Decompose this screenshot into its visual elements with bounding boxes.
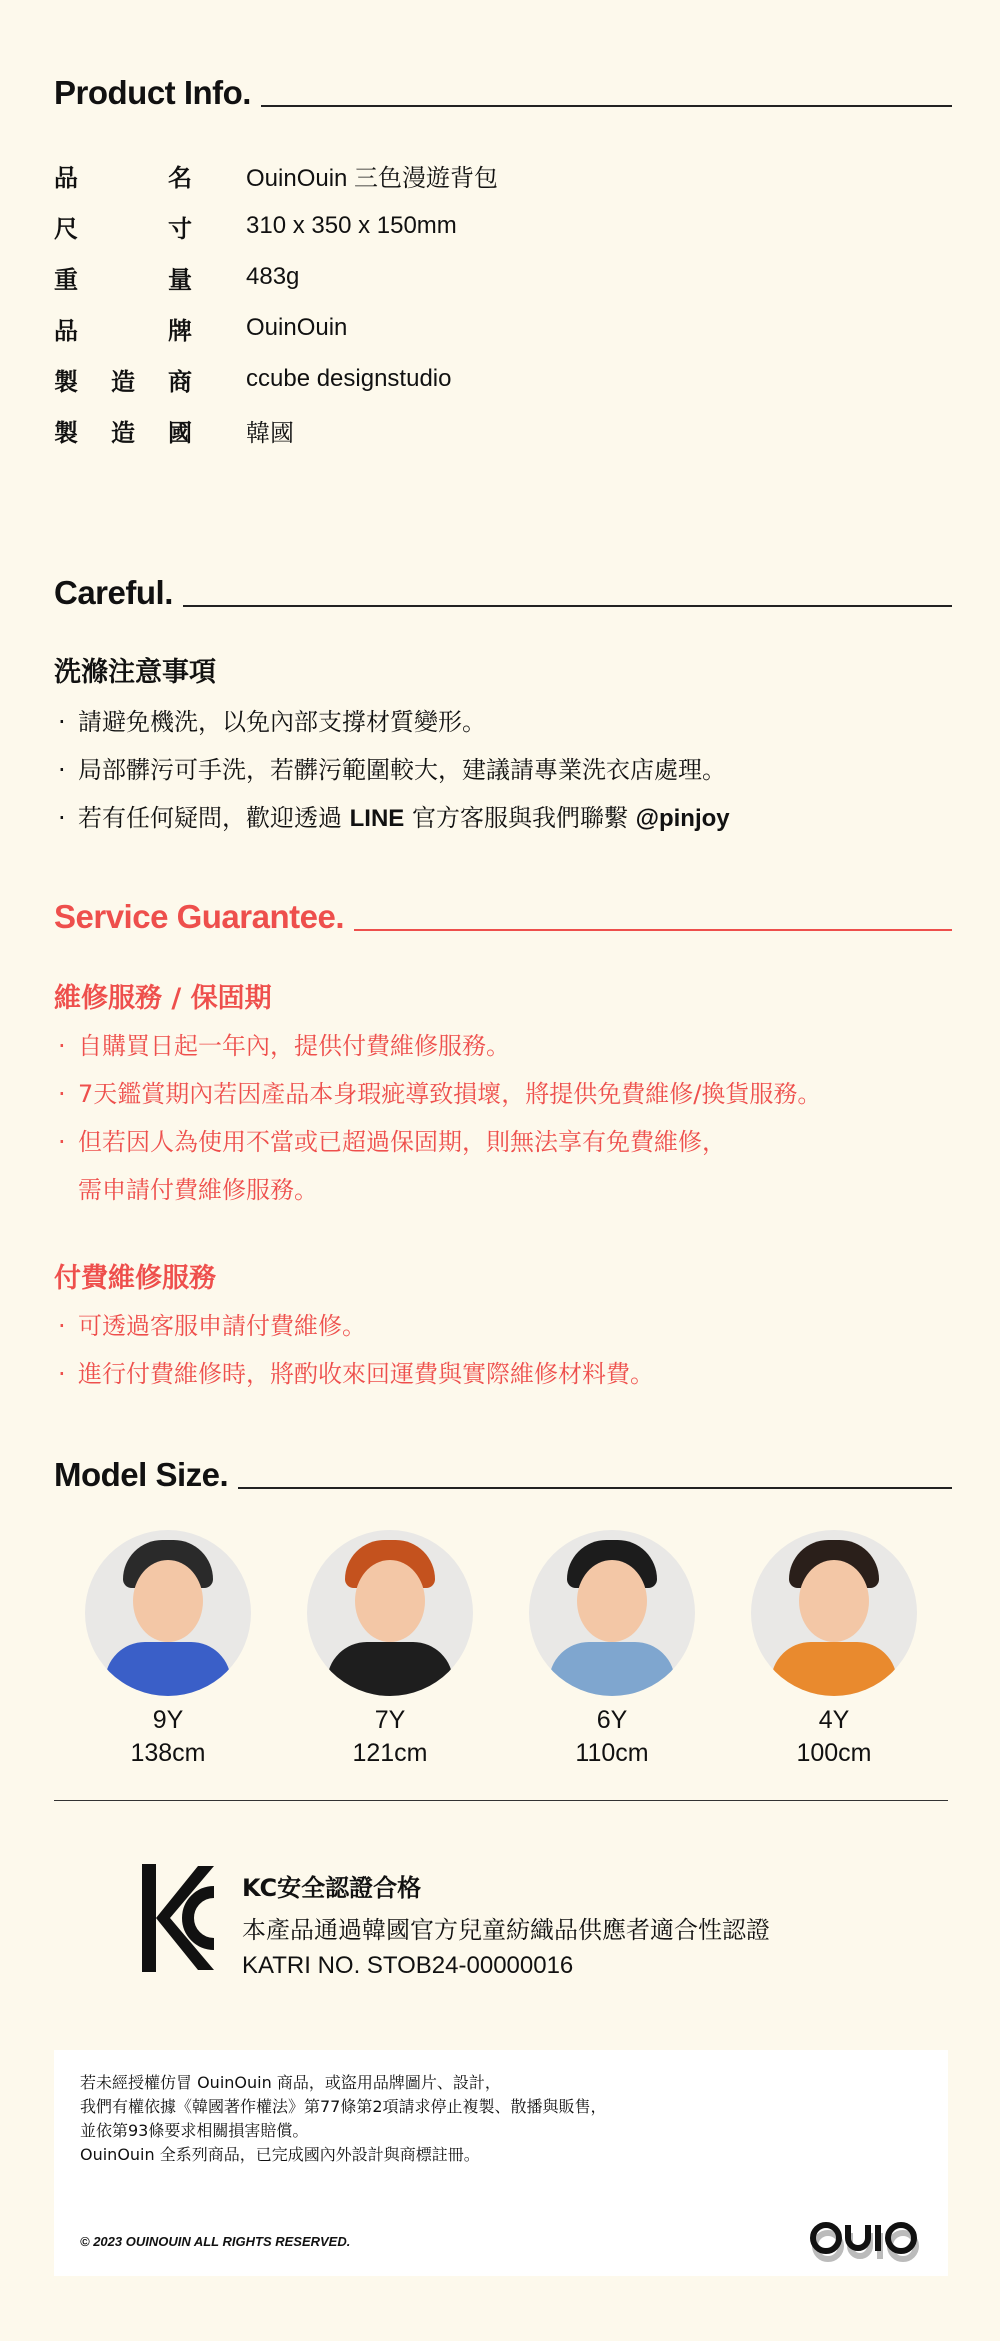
info-label-char: 造 bbox=[111, 418, 135, 447]
kc-description: 本產品通過韓國官方兒童紡織品供應者適合性認證 bbox=[242, 1916, 770, 1944]
model-size-heading bbox=[54, 1458, 952, 1491]
model-card bbox=[528, 1530, 696, 1768]
care-contact: · 若有任何疑問，歡迎透過 LINE 官方客服與我們聯繫 @pinjoy bbox=[58, 804, 730, 832]
notice-line: 若未經授權仿冒 OuinOuin 商品，或盜用品牌圖片、設計， bbox=[80, 2073, 501, 2092]
careful-heading bbox=[54, 576, 952, 609]
heading-rule bbox=[183, 605, 952, 607]
model-height: 100cm bbox=[796, 1739, 872, 1767]
model-shirt bbox=[549, 1642, 675, 1696]
model-photo bbox=[751, 1530, 917, 1696]
ouinouin-logo-icon bbox=[806, 2216, 924, 2266]
repair-title: 維修服務 / 保固期 bbox=[54, 983, 272, 1014]
model-card bbox=[750, 1530, 918, 1768]
notice-line: 並依第93條要求相關損害賠償。 bbox=[80, 2121, 309, 2140]
kc-certification-icon bbox=[140, 1862, 216, 1974]
product-info-row bbox=[54, 415, 294, 447]
info-label-char: 牌 bbox=[168, 316, 192, 345]
info-label-char: 重 bbox=[54, 265, 78, 294]
model-photo bbox=[85, 1530, 251, 1696]
model-photo bbox=[307, 1530, 473, 1696]
info-value: 韓國 bbox=[246, 419, 294, 447]
info-label-char: 寸 bbox=[168, 214, 192, 243]
product-info-heading bbox=[54, 76, 952, 109]
repair-item-continuation: 需申請付費維修服務。 bbox=[78, 1176, 318, 1204]
product-info-row bbox=[54, 313, 348, 345]
contact-handle: @pinjoy bbox=[635, 805, 730, 832]
info-label-char: 商 bbox=[168, 367, 192, 396]
info-label-char: 品 bbox=[54, 163, 78, 192]
copyright-notice bbox=[54, 2050, 948, 2276]
model-face bbox=[577, 1560, 647, 1642]
info-value: OuinOuin bbox=[246, 314, 348, 341]
info-label-char: 名 bbox=[168, 163, 192, 192]
model-size-title: Model Size. bbox=[54, 1456, 229, 1493]
paid-repair-item: · 可透過客服申請付費維修。 bbox=[58, 1312, 366, 1340]
kc-number: KATRI NO. STOB24-00000016 bbox=[242, 1952, 574, 1979]
model-height: 110cm bbox=[575, 1739, 649, 1767]
product-info-title: Product Info. bbox=[54, 74, 251, 111]
product-info-row bbox=[54, 160, 499, 192]
model-height: 121cm bbox=[352, 1739, 428, 1767]
model-shirt bbox=[105, 1642, 231, 1696]
info-label-char: 造 bbox=[111, 367, 135, 396]
info-label-char: 量 bbox=[168, 265, 192, 294]
service-heading bbox=[54, 900, 952, 933]
kc-title: KC安全認證合格 bbox=[242, 1874, 422, 1902]
model-shirt bbox=[327, 1642, 453, 1696]
model-height: 138cm bbox=[130, 1739, 206, 1767]
info-label-char: 製 bbox=[54, 367, 78, 396]
info-value: 310 x 350 x 150mm bbox=[246, 212, 457, 239]
info-label bbox=[54, 158, 192, 193]
model-photo bbox=[529, 1530, 695, 1696]
heading-rule bbox=[261, 105, 952, 107]
model-age: 9Y bbox=[152, 1706, 184, 1734]
repair-item: · 但若因人為使用不當或已超過保固期，則無法享有免費維修， bbox=[58, 1128, 726, 1156]
heading-rule bbox=[354, 929, 952, 931]
washing-notes-title: 洗滌注意事項 bbox=[54, 657, 216, 688]
info-label bbox=[54, 260, 192, 295]
info-label bbox=[54, 209, 192, 244]
line-label: LINE bbox=[349, 805, 405, 832]
info-label bbox=[54, 413, 192, 448]
copyright-text: © 2023 OUINOUIN ALL RIGHTS RESERVED. bbox=[80, 2234, 351, 2249]
model-face bbox=[799, 1560, 869, 1642]
product-info-row bbox=[54, 364, 452, 396]
info-label bbox=[54, 362, 192, 397]
info-label-char: 品 bbox=[54, 316, 78, 345]
info-value: OuinOuin 三色漫遊背包 bbox=[246, 164, 499, 192]
paid-repair-title: 付費維修服務 bbox=[54, 1263, 216, 1294]
notice-line: OuinOuin 全系列商品，已完成國內外設計與商標註冊。 bbox=[80, 2145, 480, 2164]
heading-rule bbox=[238, 1487, 952, 1489]
service-title: Service Guarantee. bbox=[54, 898, 344, 935]
model-card bbox=[84, 1530, 252, 1768]
model-age: 6Y bbox=[596, 1706, 628, 1734]
model-age: 7Y bbox=[374, 1706, 406, 1734]
paid-repair-item: · 進行付費維修時，將酌收來回運費與實際維修材料費。 bbox=[58, 1360, 654, 1388]
product-info-row bbox=[54, 211, 457, 243]
info-label-char: 國 bbox=[168, 418, 192, 447]
info-label-char: 製 bbox=[54, 418, 78, 447]
model-face bbox=[355, 1560, 425, 1642]
model-card bbox=[306, 1530, 474, 1768]
repair-item: · 自購買日起一年內，提供付費維修服務。 bbox=[58, 1032, 510, 1060]
model-face bbox=[133, 1560, 203, 1642]
model-age: 4Y bbox=[818, 1706, 850, 1734]
info-label bbox=[54, 311, 192, 346]
divider bbox=[54, 1800, 948, 1801]
care-item: · 請避免機洗，以免內部支撐材質變形。 bbox=[58, 708, 486, 736]
careful-title: Careful. bbox=[54, 574, 173, 611]
product-info-row bbox=[54, 262, 300, 294]
care-item: · 局部髒污可手洗，若髒污範圍較大，建議請專業洗衣店處理。 bbox=[58, 756, 726, 784]
info-value: 483g bbox=[246, 263, 300, 290]
model-shirt bbox=[771, 1642, 897, 1696]
info-label-char: 尺 bbox=[54, 214, 78, 243]
repair-item: · 7天鑑賞期內若因產品本身瑕疵導致損壞，將提供免費維修/換貨服務。 bbox=[58, 1080, 822, 1108]
notice-line: 我們有權依據《韓國著作權法》第77條第2項請求停止複製、散播與販售， bbox=[80, 2097, 607, 2116]
info-value: ccube designstudio bbox=[246, 365, 452, 392]
